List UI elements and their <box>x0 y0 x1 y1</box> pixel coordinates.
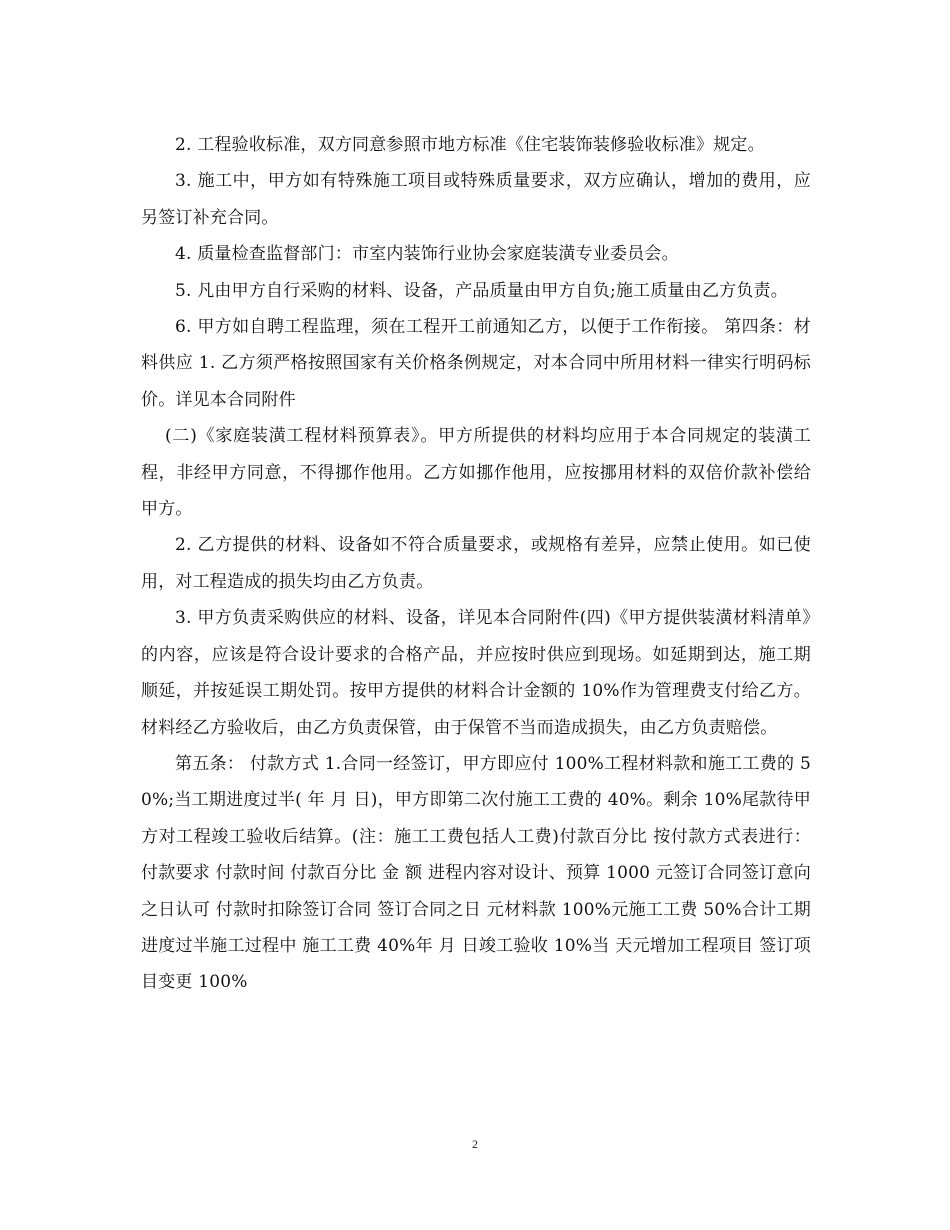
document-body <box>141 127 811 1001</box>
paragraph-quality-supervision: 4. 质量检查监督部门：市室内装饰行业协会家庭装潢专业委员会。 <box>175 244 679 265</box>
paragraph-supervisor-and-materials: 6. 甲方如自聘工程监理，须在工程开工前通知乙方，以便于工作衔接。 第四条：材料供应 1. 乙方须严格按照国家有关价格条例规定，对本合同中所用材料一律实行明码标价。详见本合同附件 <box>141 317 811 410</box>
paragraph-acceptance-standard: 2. 工程验收标准，双方同意参照市地方标准《住宅装饰装修验收标准》规定。 <box>175 135 765 155</box>
paragraph-payment-terms: 第五条： 付款方式 1.合同一经签订，甲方即应付 100%工程材料款和施工工费的 50%;当工期进度过半( 年 月 日)，甲方即第二次付施工工费的 40%。剩余 10%尾款待甲方对工程竣工验收后结算。(注：施工工费包括人工费)付款百分比 按付款方式表进行： 付款要求 付款时间 付款百分比 金 额 进程内容对设计、预算 1000 元签订合同签订意向之日认可 付款时扣除签订合同 签订合同之日 元材料款 100%元施工工费 50%合计工期进度过半施工过程中 施工工费 40%年 月 日竣工验收 10%当 天元增加工程项目 签订项目变更 100% <box>141 753 811 993</box>
page-number: 2 <box>472 1137 478 1151</box>
paragraph-contractor-materials: 2. 乙方提供的材料、设备如不符合质量要求，或规格有差异，应禁止使用。如已使用，对工程造成的损失均由乙方负责。 <box>141 535 811 592</box>
paragraph-material-budget: (二)《家庭装潢工程材料预算表》。甲方所提供的材料均应用于本合同规定的装潢工程，非经甲方同意，不得挪作他用。乙方如挪作他用，应按挪用材料的双倍价款补偿给甲方。 <box>141 426 811 520</box>
paragraph-material-responsibility: 5. 凡由甲方自行采购的材料、设备，产品质量由甲方自负;施工质量由乙方负责。 <box>175 280 788 301</box>
paragraph-special-requirements: 3. 施工中，甲方如有特殊施工项目或特殊质量要求，双方应确认，增加的费用，应另签订补充合同。 <box>141 171 811 228</box>
paragraph-owner-materials: 3. 甲方负责采购供应的材料、设备，详见本合同附件(四)《甲方提供装潢材料清单》的内容，应该是符合设计要求的合格产品，并应按时供应到现场。如延期到达，施工期顺延，并按延误工期处罚。按甲方提供的材料合计金额的 10%作为管理费支付给乙方。材料经乙方验收后，由乙方负责保管，由于保管不当而造成损失，由乙方负责赔偿。 <box>141 608 811 738</box>
